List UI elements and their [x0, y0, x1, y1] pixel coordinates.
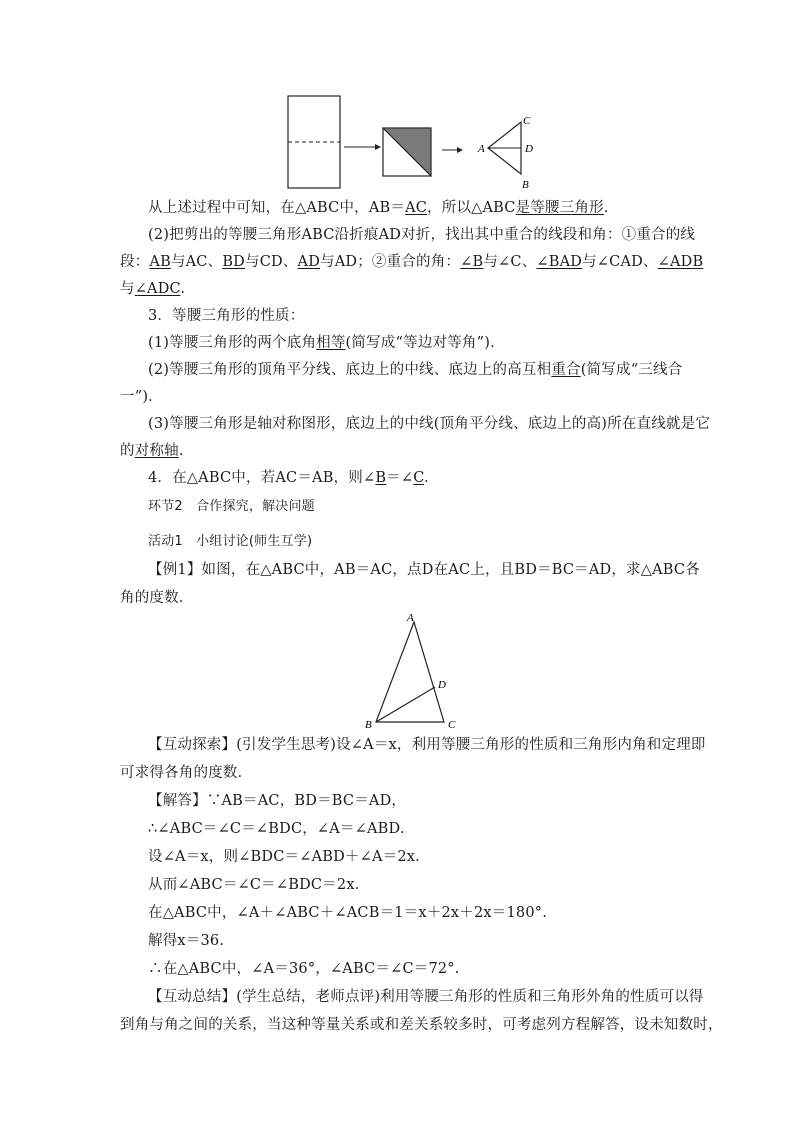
text-line-10	[120, 441, 680, 461]
text-segment: (2)等腰三角形的顶角平分线、底边上的中线、底边上的高互相	[148, 362, 552, 378]
text-segment: 从上述过程中可知，在△ABC中，AB＝	[148, 200, 406, 216]
arrow-2-head	[457, 147, 463, 153]
text-segment: .	[603, 200, 609, 216]
figure2-label-d: D	[438, 679, 446, 691]
summary-line-2: 到角与角之间的关系，当这种等量关系或和差关系较多时，可考虑列方程解答，设未知数时，	[120, 1017, 723, 1033]
text-segment: 与	[120, 281, 135, 297]
text-line-6	[148, 333, 680, 353]
answer-underlined: 重合	[551, 362, 581, 378]
text-segment: .	[178, 443, 184, 459]
answer-underlined: ∠ADC	[134, 281, 181, 297]
text-segment: 4．在△ABC中，若AC＝AB，则∠	[148, 470, 376, 486]
folding-process-figure	[282, 92, 540, 192]
answer-underlined: 是等腰三角形	[515, 200, 604, 216]
example-1-line-1: 【例1】如图，在△ABC中，AB＝AC，点D在AC上，且BD＝BC＝AD，求△ABC各	[148, 562, 700, 578]
activity-heading-1: 活动1 小组讨论(师生互学)	[148, 534, 313, 549]
text-segment: .	[424, 470, 429, 486]
text-line-4	[120, 279, 680, 299]
text-segment: .	[180, 281, 186, 297]
text-segment: (简写成“等边对等角”)．	[345, 335, 505, 351]
explore-line-1: 【互动探索】(引发学生思考)设∠A＝x，利用等腰三角形的性质和三角形内角和定理即	[148, 737, 706, 753]
solution-line-6: 解得x＝36.	[148, 933, 225, 949]
solution-line-5: 在△ABC中，∠A＋∠ABC＋∠ACB＝1＝x＋2x＋2x＝180°.	[148, 905, 548, 921]
text-segment: 与CD、	[245, 254, 298, 270]
answer-underlined: C	[413, 470, 425, 486]
text-segment: 与∠C、	[483, 254, 537, 270]
text-line-7	[148, 360, 683, 380]
example-triangle-figure	[362, 610, 462, 732]
text-segment: 与∠CAD、	[582, 254, 658, 270]
solution-line-3: 设∠A＝x，则∠BDC＝∠ABD＋∠A＝2x.	[148, 849, 420, 865]
text-segment: 与AC、	[170, 254, 223, 270]
solution-line-1: 【解答】∵AB＝AC，BD＝BC＝AD，	[148, 793, 407, 809]
solution-line-2: ∴∠ABC＝∠C＝∠BDC，∠A＝∠ABD.	[148, 821, 405, 837]
figure1-label-b: B	[522, 179, 529, 191]
solution-line-4: 从而∠ABC＝∠C＝∠BDC＝2x.	[148, 877, 360, 893]
segment-bd	[376, 687, 435, 722]
text-segment: (1)等腰三角形的两个底角	[148, 335, 317, 351]
text-line-9: (3)等腰三角形是轴对称图形，底边上的中线(顶角平分线、底边上的高)所在直线就是它	[148, 416, 711, 432]
answer-underlined: BD	[222, 254, 245, 270]
text-line-8: 一”)．	[120, 389, 163, 405]
answer-underlined: AB	[149, 254, 171, 270]
answer-underlined: 相等	[316, 335, 346, 351]
example-1-line-2: 角的度数．	[120, 590, 194, 606]
figure2-label-c: C	[448, 719, 456, 731]
answer-underlined: 对称轴	[134, 443, 179, 459]
text-segment: ，所以△ABC	[427, 200, 516, 216]
text-segment: 段：	[120, 254, 150, 270]
figure1-label-d: D	[525, 143, 533, 155]
text-line-1	[148, 198, 680, 218]
figure2-label-b: B	[365, 719, 372, 731]
figure2-label-a: A	[407, 612, 414, 624]
triangle-abc	[376, 622, 444, 722]
text-line-3	[120, 252, 704, 272]
answer-underlined: ∠BAD	[536, 254, 583, 270]
section-heading-2: 环节2 合作探究，解决问题	[148, 499, 315, 514]
text-line-11	[148, 468, 680, 488]
answer-underlined: ∠B	[460, 254, 484, 270]
text-line-5: 3．等腰三角形的性质：	[148, 308, 305, 324]
explore-line-2: 可求得各角的度数．	[120, 765, 253, 781]
summary-line-1: 【互动总结】(学生总结，老师点评)利用等腰三角形的性质和三角形外角的性质可以得	[148, 989, 704, 1005]
text-segment: ＝∠	[386, 470, 414, 486]
text-segment: 的	[120, 443, 135, 459]
text-segment: 与AD；②重合的角：	[320, 254, 461, 270]
answer-underlined: ∠ADB	[657, 254, 704, 270]
figure1-label-c: C	[523, 115, 531, 127]
answer-underlined: B	[375, 470, 387, 486]
text-segment: (简写成“三线合	[580, 362, 683, 378]
text-line-2: (2)把剪出的等腰三角形ABC沿折痕AD对折，找出其中重合的线段和角：①重合的线	[148, 227, 696, 243]
figure1-label-a: A	[478, 143, 485, 155]
solution-line-7: ∴在△ABC中，∠A＝36°，∠ABC＝∠C＝72°.	[148, 961, 460, 977]
arrow-1-head	[375, 144, 381, 150]
answer-underlined: AD	[297, 254, 321, 270]
answer-underlined: AC	[405, 200, 428, 216]
